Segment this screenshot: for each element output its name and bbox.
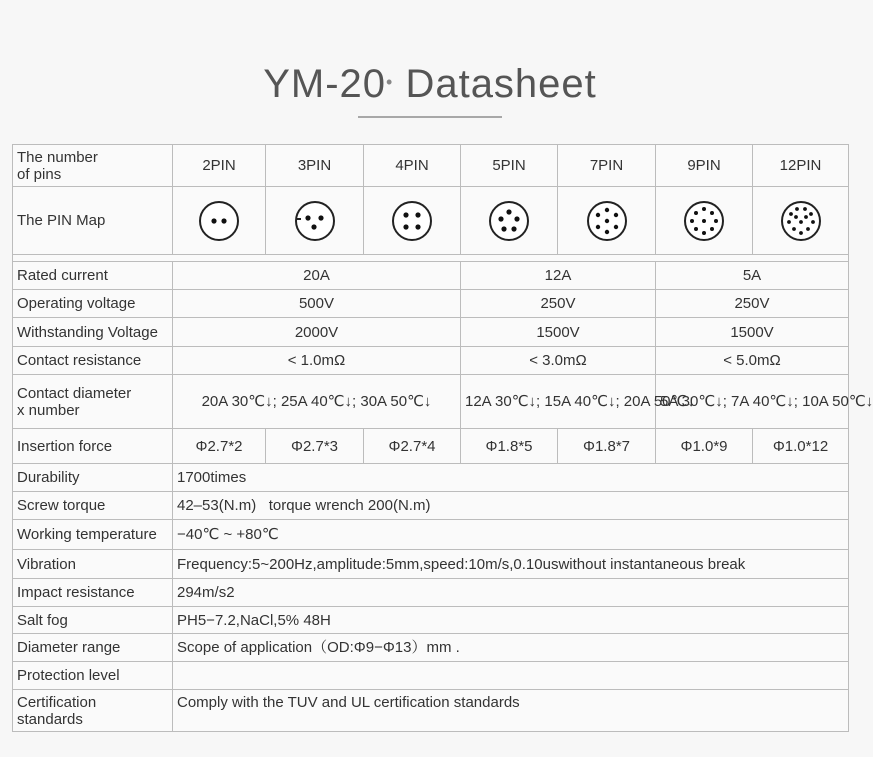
row-label: Withstanding Voltage: [13, 318, 173, 347]
pin-count-cell: 4PIN: [364, 145, 461, 187]
pin-map-9pin: [656, 187, 753, 255]
value-cell: [173, 662, 849, 690]
table-row-withstanding-voltage: [13, 318, 849, 347]
table-row-pins: [13, 145, 849, 187]
value-cell: < 5.0mΩ: [656, 347, 849, 375]
value-cell: 42–53(N.m) torque wrench 200(N.m): [173, 492, 849, 520]
row-label: Working temperature: [13, 520, 173, 550]
row-label: Diameter range: [13, 634, 173, 662]
pin-map-7-icon: [586, 200, 628, 242]
value-cell: Frequency:5~200Hz,amplitude:5mm,speed:10m/s,0.10uswithout instantaneous break: [173, 550, 849, 579]
value-cell: 5A: [656, 262, 849, 290]
value-cell: Φ1.0*9: [656, 429, 753, 464]
pin-count-cell: 7PIN: [558, 145, 656, 187]
table-row-pin-map: [13, 187, 849, 255]
pin-count-cell: 12PIN: [753, 145, 849, 187]
row-label: Impact resistance: [13, 579, 173, 607]
pin-map-9-icon: [683, 200, 725, 242]
label-line: Certification: [17, 693, 97, 711]
title-model: YM-20: [263, 62, 387, 106]
value-cell: Φ2.7*2: [173, 429, 266, 464]
row-label: Screw torque: [13, 492, 173, 520]
label-line: Contact diameter: [17, 384, 132, 402]
value-cell: −40℃ ~ +80℃: [173, 520, 849, 550]
pin-count-cell: 9PIN: [656, 145, 753, 187]
pin-count-cell: 2PIN: [173, 145, 266, 187]
table-row-insertion-force: [13, 429, 849, 464]
row-label: Protection level: [13, 662, 173, 690]
label-line: The number: [17, 148, 98, 166]
pin-map-7pin: [558, 187, 656, 255]
value-cell: Comply with the TUV and UL certification standards: [173, 690, 849, 732]
value-cell: PH5−7.2,NaCl,5% 48H: [173, 607, 849, 634]
table-row-vibration: [13, 550, 849, 579]
value-cell: < 3.0mΩ: [461, 347, 656, 375]
pin-map-3-icon: [294, 200, 336, 242]
table-row-contact-diameter: [13, 375, 849, 429]
value-cell: 12A 30℃↓; 15A 40℃↓; 20A 50℃↓: [461, 375, 656, 429]
value-cell: 2000V: [173, 318, 461, 347]
pin-map-5pin: [461, 187, 558, 255]
row-label: Salt fog: [13, 607, 173, 634]
table-row-salt-fog: [13, 607, 849, 634]
table-row-rated-current: [13, 262, 849, 290]
table-spacer-row: [13, 255, 849, 262]
value-cell: < 1.0mΩ: [173, 347, 461, 375]
pin-map-2-icon: [198, 200, 240, 242]
value-cell: 12A: [461, 262, 656, 290]
value-cell: 1500V: [461, 318, 656, 347]
label-line: standards: [17, 710, 83, 728]
datasheet-table: [12, 144, 873, 732]
row-label: Vibration: [13, 550, 173, 579]
table-row-working-temperature: [13, 520, 849, 550]
row-label-contact-diameter: [13, 375, 173, 429]
row-label: Operating voltage: [13, 290, 173, 318]
title-rest: Datasheet: [393, 62, 597, 106]
row-label-number-of-pins: [13, 145, 173, 187]
pin-count-cell: 5PIN: [461, 145, 558, 187]
value-cell: Scope of application（OD:Φ9−Φ13）mm .: [173, 634, 849, 662]
table-row-certification: [13, 690, 849, 732]
pin-count-cell: 3PIN: [266, 145, 364, 187]
value-cell: Φ1.8*7: [558, 429, 656, 464]
value-cell: Φ1.0*12: [753, 429, 849, 464]
pin-map-12-icon: [780, 200, 822, 242]
value-cell: Φ1.8*5: [461, 429, 558, 464]
value-cell: 20A: [173, 262, 461, 290]
value-cell: 1500V: [656, 318, 849, 347]
row-label: Durability: [13, 464, 173, 492]
table-row-diameter-range: [13, 634, 849, 662]
pin-map-12pin: [753, 187, 849, 255]
value-cell: 20A 30℃↓; 25A 40℃↓; 30A 50℃↓: [173, 375, 461, 429]
pin-map-4-icon: [391, 200, 433, 242]
table-row-operating-voltage: [13, 290, 849, 318]
value-cell: 294m/s2: [173, 579, 849, 607]
value-cell: Φ2.7*3: [266, 429, 364, 464]
value-cell: 500V: [173, 290, 461, 318]
value-cell: 5A 30℃↓; 7A 40℃↓; 10A 50℃↓: [656, 375, 849, 429]
table-row-screw-torque: [13, 492, 849, 520]
table-row-durability: [13, 464, 849, 492]
label-line: of pins: [17, 165, 62, 183]
label-line: x number: [17, 401, 80, 419]
spacer-cell: [13, 255, 849, 262]
row-label-pin-map: The PIN Map: [13, 187, 173, 255]
pin-map-2pin: [173, 187, 266, 255]
title-dot: •: [386, 71, 394, 92]
pin-map-4pin: [364, 187, 461, 255]
value-cell: 1700times: [173, 464, 849, 492]
page-title: [0, 62, 860, 107]
table-row-contact-resistance: [13, 347, 849, 375]
value-cell: 250V: [656, 290, 849, 318]
table-row-impact-resistance: [13, 579, 849, 607]
value-cell: 250V: [461, 290, 656, 318]
value-cell: Φ2.7*4: [364, 429, 461, 464]
row-label-certification: [13, 690, 173, 732]
pin-map-3pin: [266, 187, 364, 255]
row-label: Rated current: [13, 262, 173, 290]
row-label: Contact resistance: [13, 347, 173, 375]
pin-map-5-icon: [488, 200, 530, 242]
table-row-protection-level: [13, 662, 849, 690]
title-underline: [358, 116, 502, 118]
row-label: Insertion force: [13, 429, 173, 464]
